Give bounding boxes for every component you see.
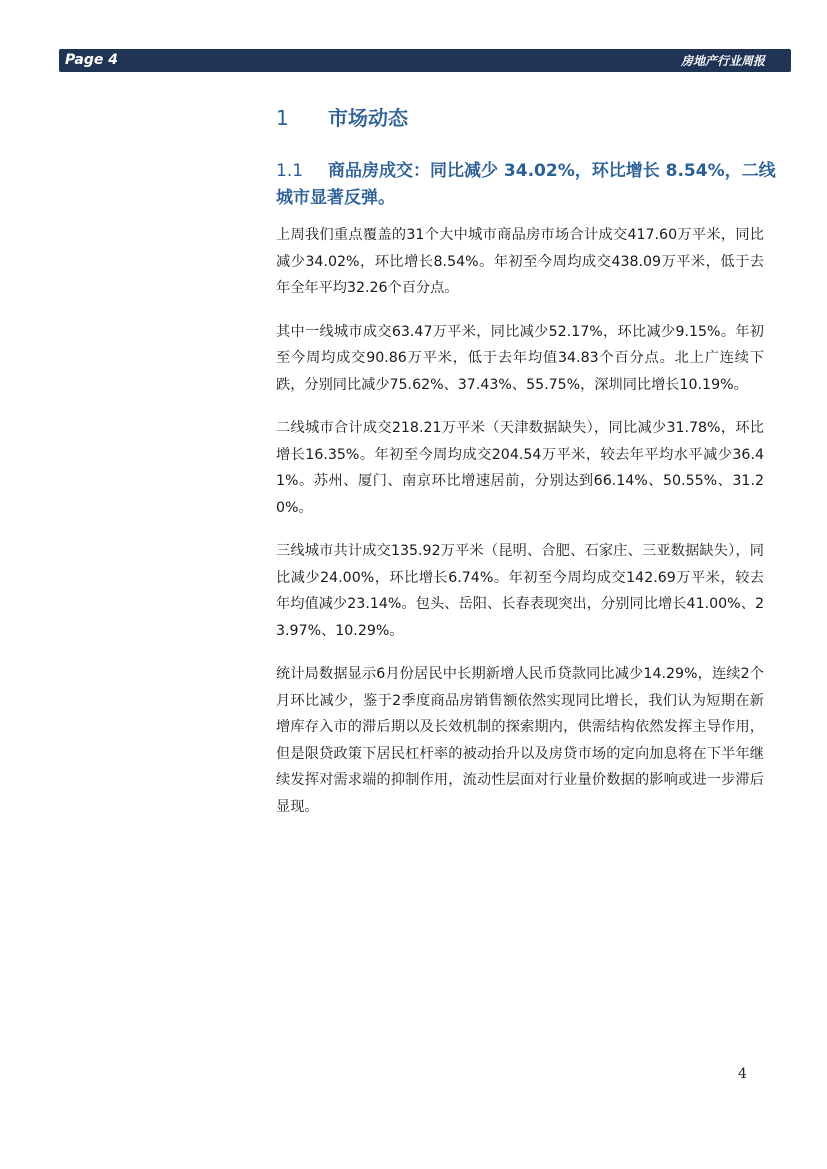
- section-title: 市场动态: [328, 106, 408, 130]
- subsection-title: 商品房成交：同比减少 34.02%，环比增长 8.54%，二线城市显著反弹。: [276, 161, 776, 208]
- page-label: Page 4: [65, 52, 118, 68]
- subsection-heading: [276, 158, 776, 212]
- section-number: 1: [276, 106, 289, 130]
- report-title: 房地产行业周报: [680, 54, 765, 68]
- section-heading: [276, 104, 408, 132]
- paragraph: 二线城市合计成交218.21万平米（天津数据缺失），同比减少31.78%，环比增长16.35%。年初至今周均成交204.54万平米，较去年平均水平减少36.41%。苏州、厦门、南京环比增速居前，分别达到66.14%、50.55%、31.20%。: [276, 420, 764, 516]
- page-number: 4: [738, 1066, 747, 1082]
- paragraph: 统计局数据显示6月份居民中长期新增人民币贷款同比减少14.29%，连续2个月环比减少，鉴于2季度商品房销售额依然实现同比增长，我们认为短期在新增库存入市的滞后期以及长效机制的探索期内，供需结构依然发挥主导作用，但是限贷政策下居民杠杆率的被动抬升以及房贷市场的定向加息将在下半年继续发挥对需求端的抑制作用，流动性层面对行业量价数据的影响或进一步滞后显现。: [276, 666, 764, 815]
- paragraph: 其中一线城市成交63.47万平米，同比减少52.17%，环比减少9.15%。年初至今周均成交90.86万平米，低于去年均值34.83个百分点。北上广连续下跌，分别同比减少75.62%、37.43%、55.75%，深圳同比增长10.19%。: [276, 323, 764, 393]
- paragraph: 上周我们重点覆盖的31个大中城市商品房市场合计成交417.60万平米，同比减少34.02%，环比增长8.54%。年初至今周均成交438.09万平米，低于去年全年平均32.26个百分点。: [276, 227, 764, 296]
- body-text: [276, 222, 764, 837]
- subsection-number: 1.1: [276, 161, 304, 181]
- paragraph: 三线城市共计成交135.92万平米（昆明、合肥、石家庄、三亚数据缺失），同比减少24.00%，环比增长6.74%。年初至今周均成交142.69万平米，较去年均值减少23.14%。包头、岳阳、长春表现突出，分别同比增长41.00%、23.97%、10.29%。: [276, 543, 764, 639]
- header-bar: [59, 49, 791, 72]
